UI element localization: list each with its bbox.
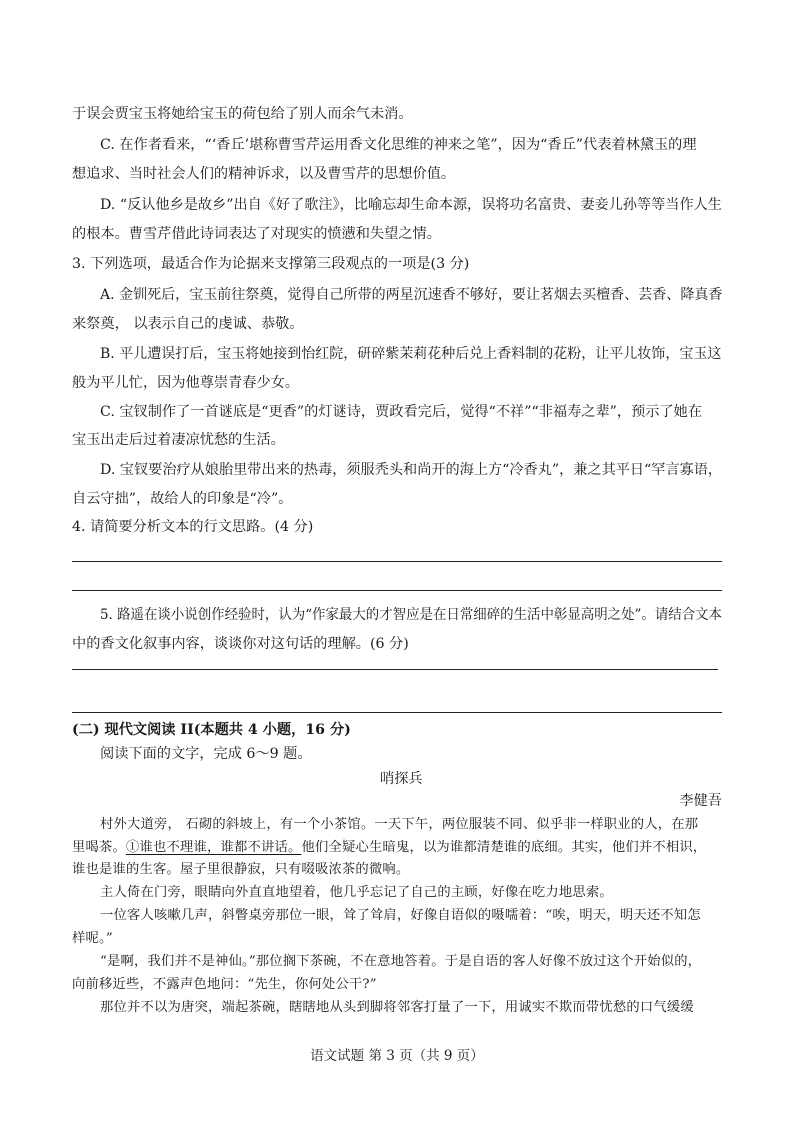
option-d-line: 的根本。曹雪芹借此诗词表达了对现实的愤懑和失望之情。 [72,226,441,242]
story-line: 主人倚在门旁，眼睛向外直直地望着，他几乎忘记了自己的主顾，好像在吃力地思索。 [100,885,613,900]
answer-line [72,590,722,591]
story-line: 谁也是谁的生客。屋子里很静寂，只有啜吸浓茶的微响。 [72,862,410,877]
q3-option-d: D. 宝钗要治疗从娘胎里带出来的热毒，须服秃头和尚开的海上方“冷香丸”，兼之其平日“罕言寡语， [100,462,723,478]
q3-option-b: 般为平儿忙，因为他尊崇青春少女。 [72,375,300,391]
story-line: 样呢。” [72,931,113,946]
question-5-stem: 5. 路遥在谈小说创作经验时，认为“作家最大的才智应是在日常细碎的生活中彰显高明之处”。请结合文本 [100,607,723,623]
option-d-line: D. “反认他乡是故乡”出自《好了歌注》，比喻忘却生命本源，误将功名富贵、妻妾儿孙等等当作人生 [100,197,722,213]
q3-option-a: A. 金钏死后，宝玉前往祭奠，觉得自己所带的两星沉速香不够好，要让茗烟去买檀香、芸香、降真香 [100,287,723,303]
q3-option-a: 来祭奠， 以表示自己的虔诚、恭敬。 [72,316,304,332]
q3-option-c: 宝玉出走后过着凄凉忧愁的生活。 [72,432,285,448]
text-line: 于误会贾宝玉将她给宝玉的荷包给了别人而余气未消。 [72,106,413,122]
question-4-stem: 4. 请简要分析文本的行文思路。(4 分) [72,519,314,535]
story-text: 他们全疑心生暗鬼，以为谁都清楚谁的底细。其实，他们并不相识， [301,840,707,855]
story-line: “是啊，我们并不是神仙。”那位搁下茶碗，不在意地答着。于是自语的客人好像不放过这个开始似的， [100,954,702,969]
option-c-line: 想追求、当时社会人们的精神诉求，以及曹雪芹的思想价值。 [72,166,456,182]
option-c-line: C. 在作者看来，“‘香丘’堪称曹雪芹运用香文化思维的神来之笔”，因为“香丘”代表着林黛玉的理 [100,137,697,153]
story-line: 向前移近些，不露声色地问：“先生，你何处公干?” [72,977,377,992]
story-line: 一位客人咳嗽几声，斜瞥桌旁那位一眼，耸了耸肩，好像自语似的嗫嚅着：“唉，明天，明天还不知怎 [100,908,701,923]
page-footer: 语文试题 第 3 页（共 9 页） [310,1048,484,1064]
article-title: 哨探兵 [380,771,423,787]
underlined-sentence-1: ①谁也不理谁，谁都不讲话。 [126,840,302,855]
section-heading: (二) 现代文阅读 II(本题共 4 小题，16 分) [72,722,351,738]
story-text: 里喝茶。 [72,840,126,855]
answer-line [72,712,722,713]
instruction: 阅读下面的文字，完成 6～9 题。 [100,746,312,762]
q3-option-b: B. 平儿遭误打后，宝玉将她接到怡红院，研碎紫茉莉花种后兑上香料制的花粉，让平儿妆饰，宝玉这 [100,346,722,362]
answer-line [72,669,718,670]
question-5-stem: 中的香文化叙事内容，谈谈你对这句话的理解。(6 分) [72,636,409,652]
q3-option-d: 自云守拙”，故给人的印象是“冷”。 [72,491,293,507]
story-line [72,838,706,858]
answer-line [72,561,722,562]
article-author: 李健吾 [679,793,722,809]
q3-option-c: C. 宝钗制作了一首谜底是“更香”的灯谜诗，贾政看完后，觉得“不祥”“非福寿之辈”，预示了她在 [100,404,703,420]
story-line: 那位并不以为唐突，端起茶碗，瞎瞎地从头到脚将邻客打量了一下，用诚实不欺而带忧愁的口气缓缓 [100,1000,694,1015]
question-3-stem: 3. 下列选项，最适合作为论据来支撑第三段观点的一项是(3 分) [72,256,470,272]
story-line: 村外大道旁， 石砌的斜坡上，有一个小茶馆。一天下午，两位服装不同、似乎非一样职业的人，在那 [100,817,699,832]
